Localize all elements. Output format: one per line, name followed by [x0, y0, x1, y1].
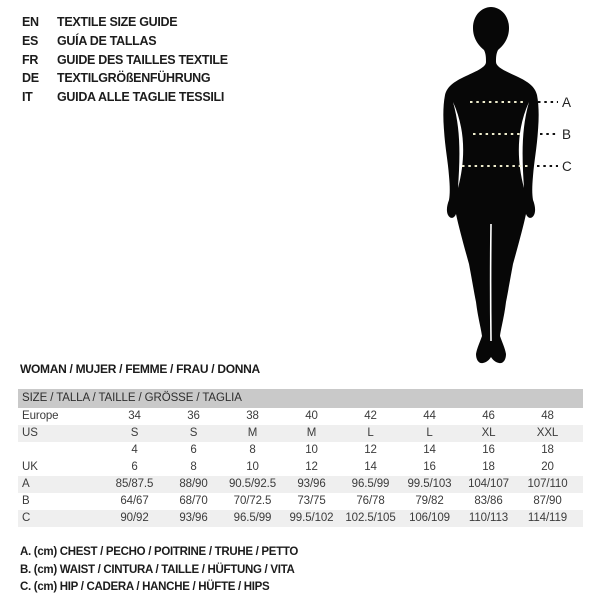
size-value: 107/110	[527, 478, 568, 490]
size-value: 14	[423, 444, 436, 456]
language-title: TEXTILE SIZE GUIDE	[57, 15, 178, 29]
row-label: B	[22, 495, 30, 507]
size-value: S	[130, 427, 139, 439]
language-code: FR	[22, 52, 39, 67]
size-value: S	[189, 427, 198, 439]
size-value: 110/113	[468, 512, 509, 524]
measurement-label: B	[562, 127, 572, 142]
size-value: 76/78	[356, 495, 385, 507]
size-value: 93/96	[179, 512, 208, 524]
size-value: 40	[305, 410, 318, 422]
size-value: 8	[249, 444, 256, 456]
size-value: 12	[364, 444, 377, 456]
size-value: 96.5/99	[351, 478, 390, 490]
size-value: 6	[190, 444, 197, 456]
table-header: SIZE / TALLA / TAILLE / GRÖSSE / TAGLIA	[18, 389, 583, 408]
size-value: 87/90	[533, 495, 562, 507]
size-value: L	[367, 427, 374, 439]
size-value: 90.5/92.5	[228, 478, 277, 490]
language-row	[22, 13, 228, 32]
size-value: 16	[482, 444, 495, 456]
legend-line: B. (cm) WAIST / CINTURA / TAILLE / HÜFTUNG / VITA	[20, 563, 295, 576]
size-value: 79/82	[415, 495, 444, 507]
language-list	[22, 13, 228, 107]
measurement-legend	[20, 544, 298, 597]
row-label	[18, 442, 105, 459]
table-row	[18, 493, 583, 510]
size-value: 18	[482, 461, 495, 473]
language-row	[22, 32, 228, 51]
language-title: GUIDA ALLE TAGLIE TESSILI	[57, 90, 225, 105]
size-value: 10	[246, 461, 259, 473]
table-row	[18, 425, 583, 442]
table-body	[18, 408, 583, 527]
size-value: 14	[364, 461, 377, 473]
language-row	[22, 69, 228, 88]
measurement-label: A	[562, 95, 572, 110]
size-value: 99.5/103	[407, 478, 452, 490]
legend-line: C. (cm) HIP / CADERA / HANCHE / HÜFTE / HIPS	[20, 581, 270, 593]
size-value: 4	[131, 444, 138, 456]
size-value: 12	[305, 461, 318, 473]
table-row	[18, 442, 583, 459]
row-label: Europe	[22, 410, 59, 422]
size-table	[18, 389, 583, 527]
row-label: A	[22, 478, 30, 490]
size-value: XXL	[536, 427, 559, 439]
size-value: 42	[364, 410, 377, 422]
row-label: US	[22, 427, 38, 439]
language-row	[22, 88, 228, 107]
size-value: 90/92	[120, 512, 149, 524]
size-value: 70/72.5	[233, 495, 272, 507]
size-value: 102.5/105	[345, 512, 396, 524]
size-value: 85/87.5	[115, 478, 154, 490]
size-value: 18	[541, 444, 554, 456]
language-title: GUIDE DES TAILLES TEXTILE	[57, 52, 228, 67]
language-title: TEXTILGRÖßENFÜHRUNG	[57, 71, 211, 86]
size-value: L	[426, 427, 433, 439]
language-row	[22, 51, 228, 70]
size-value: M	[247, 427, 258, 439]
language-code: DE	[22, 71, 39, 86]
table-row	[18, 459, 583, 476]
legend-line: A. (cm) CHEST / PECHO / POITRINE / TRUHE / PETTO	[20, 546, 299, 558]
size-value: 88/90	[179, 478, 208, 490]
row-label: C	[22, 512, 31, 524]
size-value: 73/75	[297, 495, 326, 507]
language-code: ES	[22, 33, 39, 48]
size-value: 44	[423, 410, 436, 422]
size-value: 96.5/99	[233, 512, 272, 524]
size-value: 8	[190, 461, 197, 473]
row-label: UK	[22, 461, 38, 473]
size-value: 68/70	[179, 495, 208, 507]
size-value: 83/86	[474, 495, 503, 507]
table-row	[18, 476, 583, 493]
size-value: 46	[482, 410, 495, 422]
size-value: 114/119	[527, 512, 568, 524]
size-value: 20	[541, 461, 554, 473]
woman-figure	[420, 0, 580, 372]
language-title: GUÍA DE TALLAS	[57, 33, 157, 48]
size-value: 64/67	[120, 495, 149, 507]
language-code: IT	[22, 90, 33, 105]
language-code: EN	[22, 15, 39, 29]
size-value: 16	[423, 461, 436, 473]
size-value: 38	[246, 410, 259, 422]
size-value: 6	[131, 461, 138, 473]
size-value: 93/96	[297, 478, 326, 490]
size-value: 99.5/102	[289, 512, 334, 524]
size-value: 104/107	[468, 478, 509, 490]
section-title: WOMAN / MUJER / FEMME / FRAU / DONNA	[20, 362, 260, 376]
size-value: 48	[541, 410, 554, 422]
size-value: XL	[481, 427, 496, 439]
size-value: 36	[187, 410, 200, 422]
table-row	[18, 510, 583, 527]
size-value: 106/109	[409, 512, 450, 524]
size-value: 10	[305, 444, 318, 456]
measurement-label: C	[562, 159, 572, 174]
table-row	[18, 408, 583, 425]
size-value: 34	[128, 410, 141, 422]
size-value: M	[306, 427, 317, 439]
